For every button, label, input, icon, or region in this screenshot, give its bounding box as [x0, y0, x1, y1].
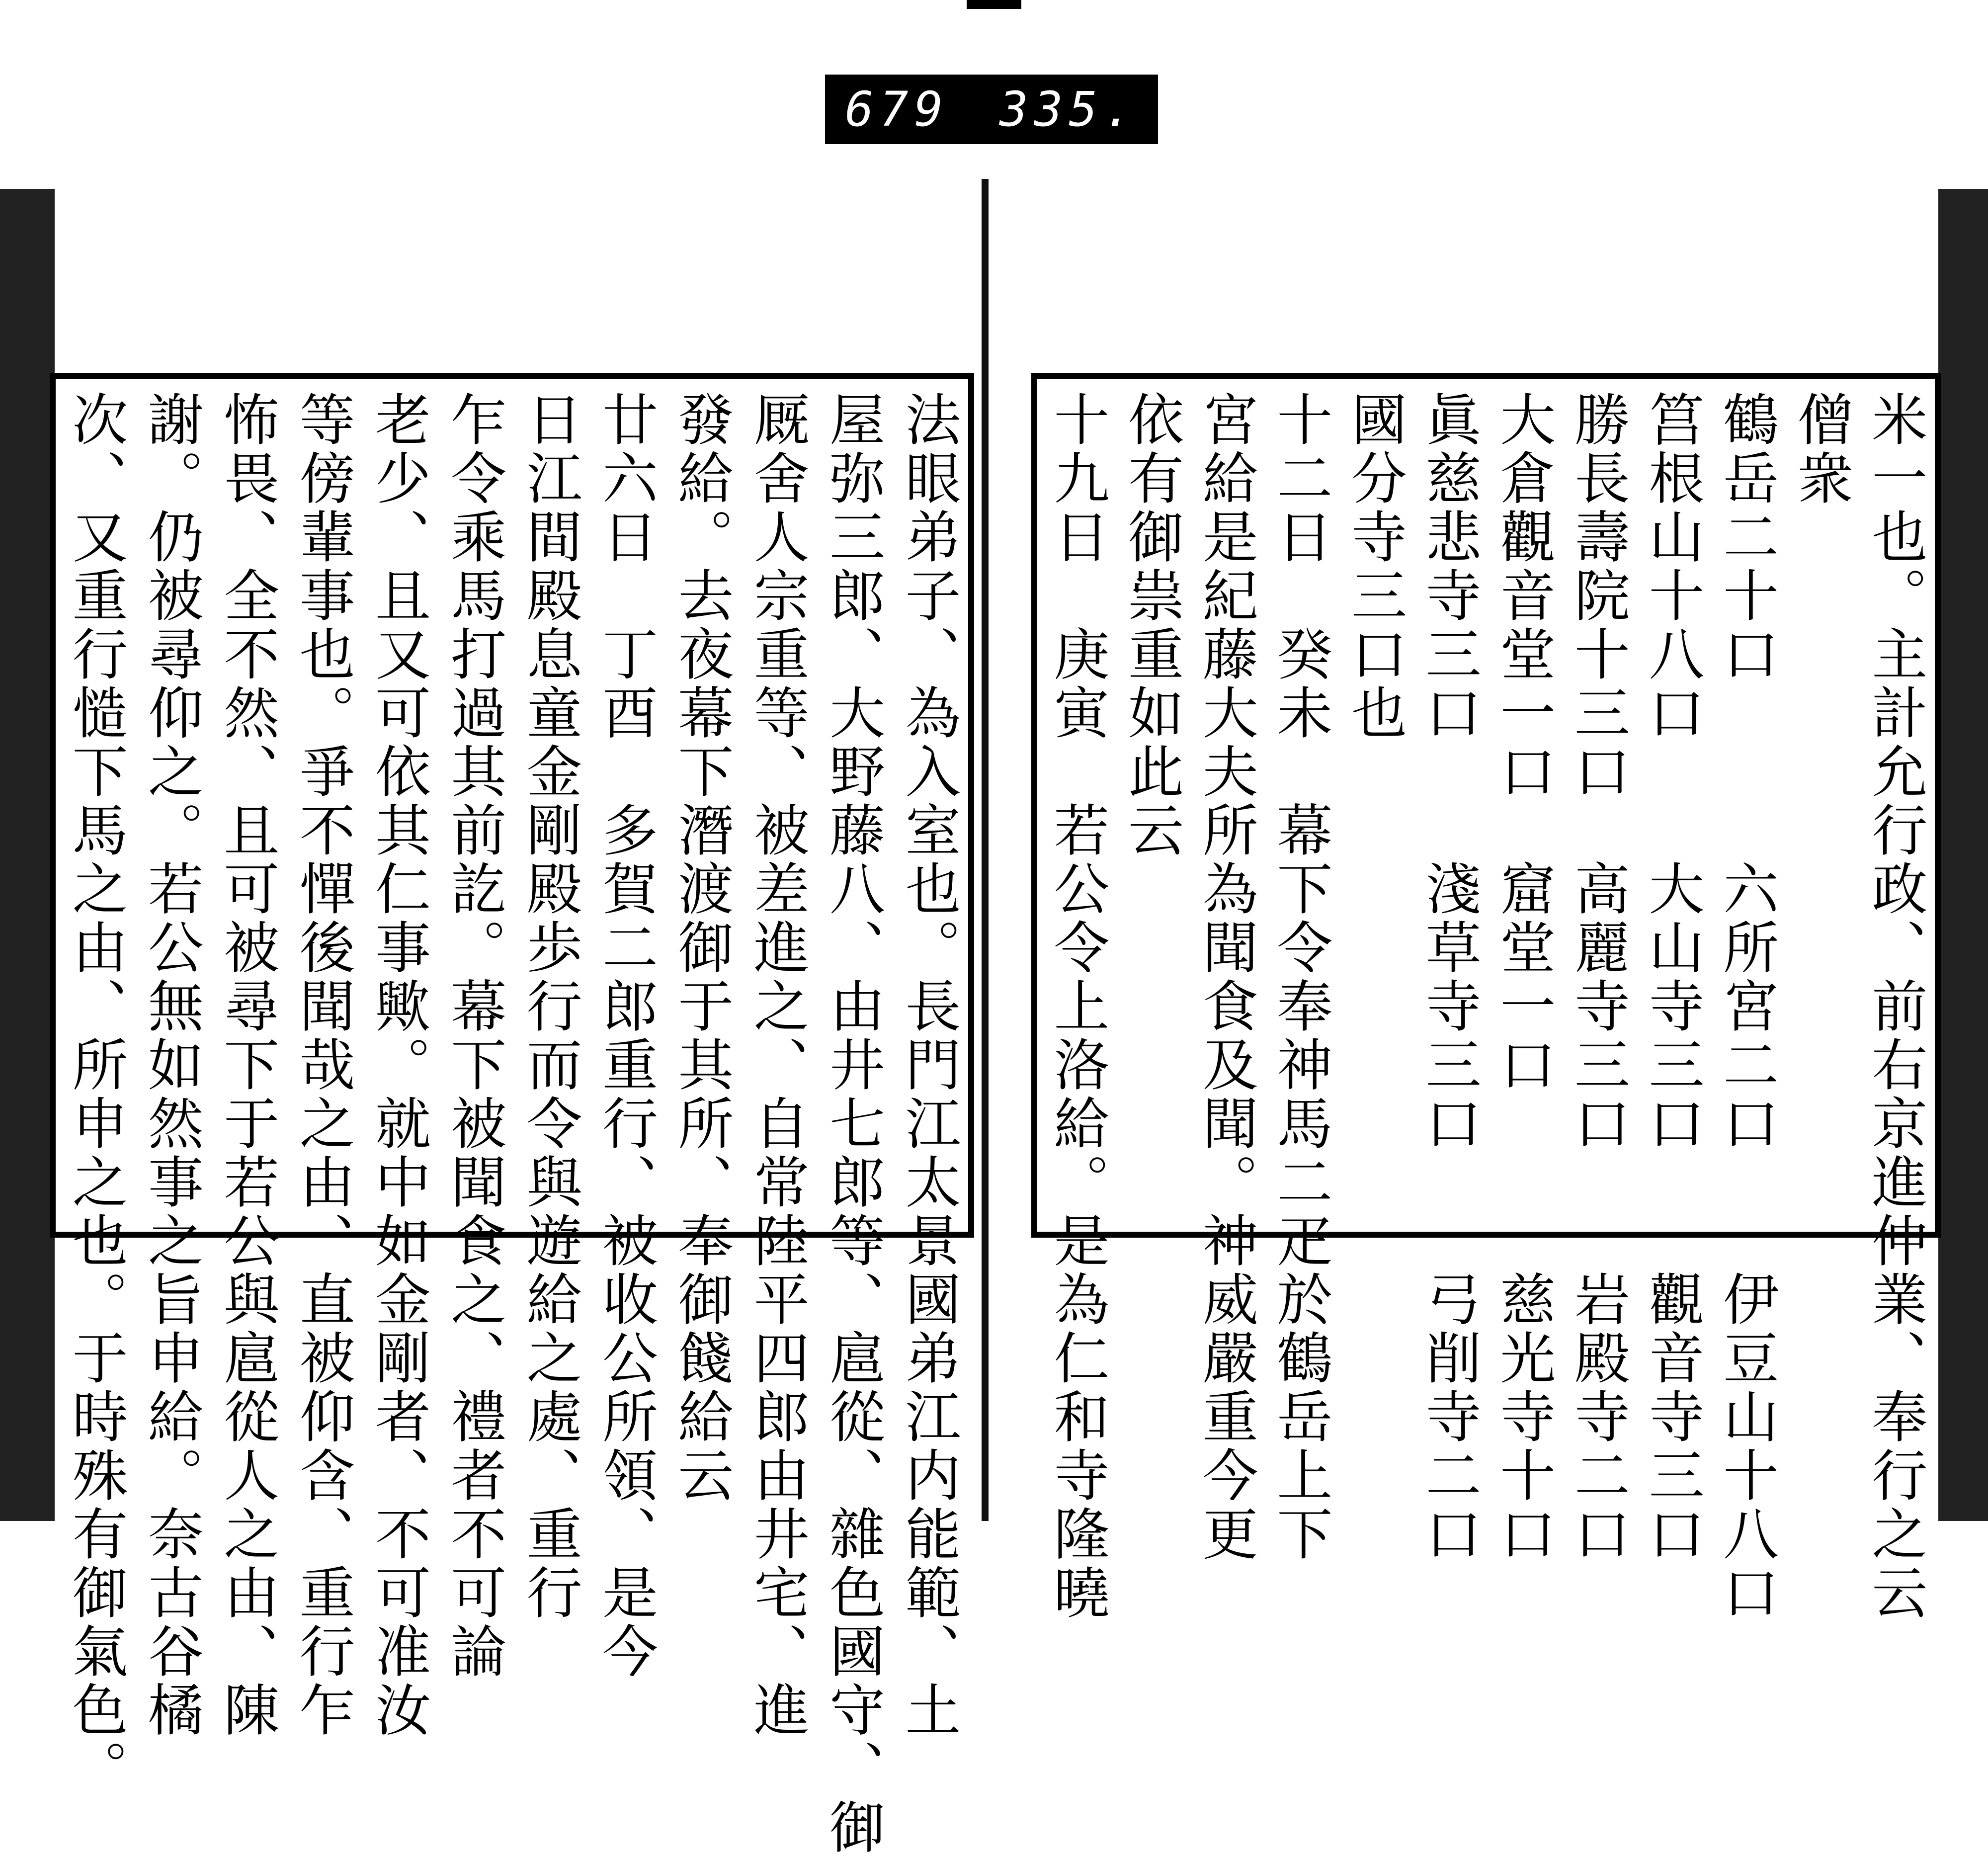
right-col-1: 米一也。主計允行政、前右京進仲業、奉行之云 [1862, 391, 1927, 1622]
right-page-text-frame [1031, 373, 1941, 1622]
right-col-5: 勝長壽院十三口 高麗寺三口 岩殿寺二口 [1565, 391, 1630, 1564]
left-page-text-frame [50, 373, 974, 1857]
left-page-columns [63, 391, 961, 1857]
left-col-6: 日江間殿息童金剛殿歩行而令與遊給之處、重行 [517, 391, 582, 1622]
right-col-8: 國分寺三口也 [1342, 391, 1407, 743]
archive-number-stamp [825, 75, 1158, 144]
right-col-6: 大倉觀音堂一口 窟堂一口 慈光寺十口 [1491, 391, 1556, 1564]
right-col-12: 十九日 庚寅 若公令上洛給。是為仁和寺隆曉 [1045, 391, 1109, 1622]
left-col-11: 謝。仍被尋仰之。若公無如然事之旨申給。奈古谷橘 [139, 391, 204, 1740]
left-page-edge [0, 189, 55, 1521]
right-col-10: 宮給是紀藤大夫所為聞食及聞。神威嚴重今更 [1193, 391, 1258, 1564]
stamp-left-number: 679 [845, 82, 949, 137]
left-col-2: 屋弥三郎、大野藤八、由井七郎等、扈從、雜色國守、御 [820, 391, 885, 1857]
stamp-right-number: 335. [999, 82, 1138, 137]
top-edge-mark [967, 0, 1021, 9]
left-col-9: 等傍輩事也。爭不憚後聞哉之由、直被仰含、重行乍 [290, 391, 355, 1740]
right-col-3: 鶴岳二十口 六所宮二口 伊豆山十八口 [1714, 391, 1779, 1622]
left-col-8: 老少、且又可依其仁事歟。就中如金剛者、不可准汝 [366, 391, 431, 1740]
left-col-3: 厩舍人宗重等、被差進之、自常陸平四郎由井宅、進 [745, 391, 810, 1740]
left-col-12: 次、又重行慥下馬之由、所申之也。于時殊有御氣色。 [63, 391, 128, 1798]
right-col-11: 依有御祟重如此云 [1119, 391, 1184, 860]
right-col-4: 筥根山十八口 大山寺三口 觀音寺三口 [1640, 391, 1704, 1564]
left-col-5: 廿六日 丁酉 多賀二郎重行、被收公所領、是今 [593, 391, 658, 1681]
left-col-7: 乍令乘馬打過其前訖。幕下被聞食之、禮者不可論 [441, 391, 506, 1681]
book-spine [982, 179, 989, 1521]
right-col-7: 眞慈悲寺三口 淺草寺三口 弓削寺二口 [1416, 391, 1482, 1564]
left-col-4: 發給。去夜幕下潛渡御于其所、奉御餞給云 [668, 391, 734, 1505]
left-col-10: 怖畏、全不然、且可被尋下于若公與扈從人之由、陳 [214, 391, 279, 1740]
right-page-edge [1938, 189, 1988, 1521]
left-col-1: 法眼弟子、為入室也。長門江太景國弟江内能範、土 [896, 391, 961, 1740]
right-col-9: 十二日 癸未 幕下令奉神馬二疋於鶴岳上下 [1267, 391, 1332, 1564]
right-col-2: 僧衆 [1788, 391, 1853, 508]
right-page-columns [1045, 391, 1927, 1622]
